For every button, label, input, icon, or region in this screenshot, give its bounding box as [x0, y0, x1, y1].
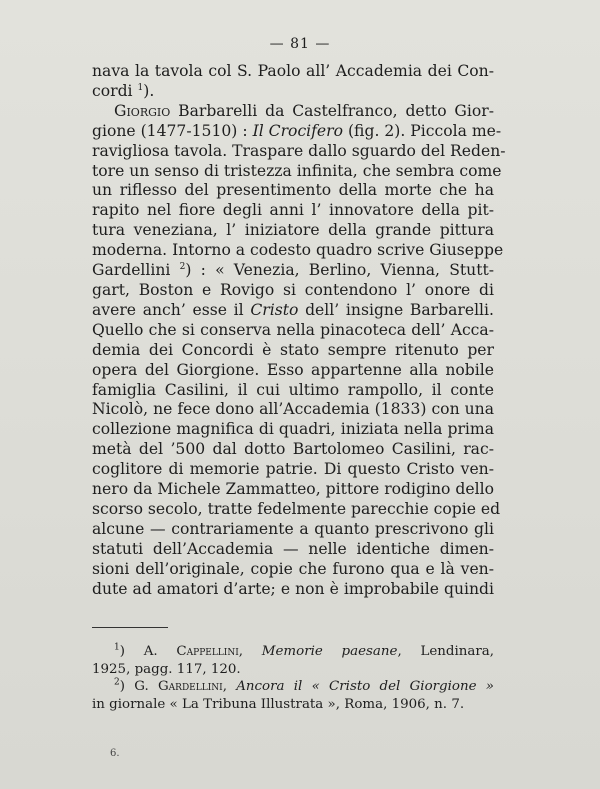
text-line [92, 281, 494, 301]
text-run: Quello che si conserva nella pinacoteca dell’ Acca- [92, 320, 494, 339]
text-run: gart, Boston e Rovigo si contendono l’ onore di [92, 280, 494, 299]
text-run: metà del ’500 dal dotto Bartolomeo Casilini, rac- [92, 440, 494, 459]
footnote-marker: 2 [114, 677, 120, 688]
signature-mark: 6. [110, 748, 120, 759]
small-caps-text: Cappellini [176, 644, 239, 659]
text-run: tore un senso di tristezza infinita, che sembra come [92, 161, 502, 180]
text-run: gione (1477-1510) : [92, 121, 253, 140]
text-run: ) : « Venezia, Berlino, Vienna, Stutt- [185, 261, 494, 280]
text-run: opera del Giorgione. Esso appartenne alla nobile [92, 360, 494, 379]
text-line [92, 301, 494, 321]
text-run: , Lendinara, [397, 644, 494, 659]
text-line [92, 181, 494, 201]
text-run: Gardellini [92, 261, 180, 280]
text-line [92, 82, 494, 102]
text-line [92, 321, 494, 341]
text-line [92, 580, 494, 600]
text-line [92, 361, 494, 381]
footnote-line [92, 661, 494, 679]
footnote-marker: 2 [179, 261, 186, 272]
text-run: nava la tavola col S. Paolo all’ Accademia dei Con- [92, 62, 494, 80]
italic-text: Il Crocifero [252, 121, 344, 140]
text-run: sioni dell’originale, copie che furono qua e là ven- [92, 559, 494, 578]
footnote-marker: 1 [114, 642, 120, 653]
italic-text: Memorie paesane [261, 644, 398, 659]
footnote-line [92, 696, 494, 714]
text-run: Nicolò, ne fece dono all’Accademia (1833) con una [92, 400, 494, 419]
text-line [92, 62, 494, 82]
body-text [92, 62, 506, 599]
text-line [92, 400, 494, 420]
text-run: famiglia Casilini, il cui ultimo rampollo, il conte [92, 380, 494, 399]
text-line [92, 499, 501, 520]
text-line [92, 161, 502, 182]
text-run: , [238, 644, 262, 659]
text-line [92, 480, 494, 500]
text-run: dute ad amatori d’arte; e non è improbabile quindi [92, 579, 494, 598]
text-run: avere anch’ esse il [92, 300, 251, 319]
text-run: moderna. Intorno a codesto quadro scrive Giuseppe [92, 241, 504, 260]
text-line [92, 261, 494, 281]
text-line [92, 420, 494, 440]
text-run: collezione magnifica di quadri, iniziata nella prima [92, 420, 494, 439]
text-line [92, 241, 504, 261]
text-run: demia dei Concordi è stato sempre ritenuto per [92, 340, 494, 359]
text-run: ) A. [119, 644, 177, 659]
page-number: — 81 — [269, 36, 331, 52]
footnotes [92, 643, 494, 713]
text-run: , [222, 679, 237, 694]
footnote-line [92, 643, 494, 661]
text-run: nero da Michele Zammatteo, pittore rodigino dello [92, 480, 494, 499]
text-line [92, 540, 494, 560]
text-run: dell’ insigne Barbarelli. [298, 300, 494, 319]
text-run: rapito nel fiore degli anni l’ innovatore della pit- [92, 201, 494, 220]
text-line [92, 460, 494, 480]
footnote-line [92, 678, 494, 696]
text-run: 1925, pagg. 117, 120. [92, 661, 241, 677]
text-run: coglitore di memorie patrie. Di questo Cristo ven- [92, 460, 494, 479]
text-run: (fig. 2). Piccola me- [343, 121, 502, 140]
text-run: Barbarelli da Castelfranco, detto Gior- [170, 101, 494, 120]
text-run: tura veneziana, l’ iniziatore della grande pittura [92, 221, 494, 240]
text-line [92, 341, 494, 361]
text-run: cordi [92, 81, 138, 100]
text-line [92, 102, 494, 122]
text-line [92, 201, 494, 221]
text-run: in giornale « La Tribuna Illustrata », Roma, 1906, n. 7. [92, 696, 465, 712]
small-caps-text: Giorgio [114, 101, 171, 120]
text-run: statuti dell’Accademia — nelle identiche dimen- [92, 539, 494, 558]
text-run: scorso secolo, tratte fedelmente parecchie copie ed [92, 499, 501, 518]
text-line [92, 221, 494, 241]
text-run: ). [143, 81, 155, 100]
text-line [92, 560, 494, 580]
footnote-marker: 1 [137, 82, 144, 93]
text-line [92, 381, 494, 401]
text-line [92, 440, 494, 460]
text-run: ) G. [119, 679, 158, 694]
text-line [92, 141, 506, 162]
footnote-rule [92, 627, 168, 628]
text-line [92, 121, 502, 142]
text-line [92, 520, 494, 540]
small-caps-text: Gardellini [157, 679, 223, 694]
italic-text: Cristo [250, 300, 299, 319]
text-run: ravigliosa tavola. Traspare dallo sguardo del Reden- [92, 141, 506, 160]
text-run: un riflesso del presentimento della morte che ha [92, 181, 494, 200]
text-run: alcune — contrariamente a quanto prescrivono gli [92, 519, 494, 538]
italic-text: Ancora il « Cristo del Giorgione » [236, 679, 494, 694]
